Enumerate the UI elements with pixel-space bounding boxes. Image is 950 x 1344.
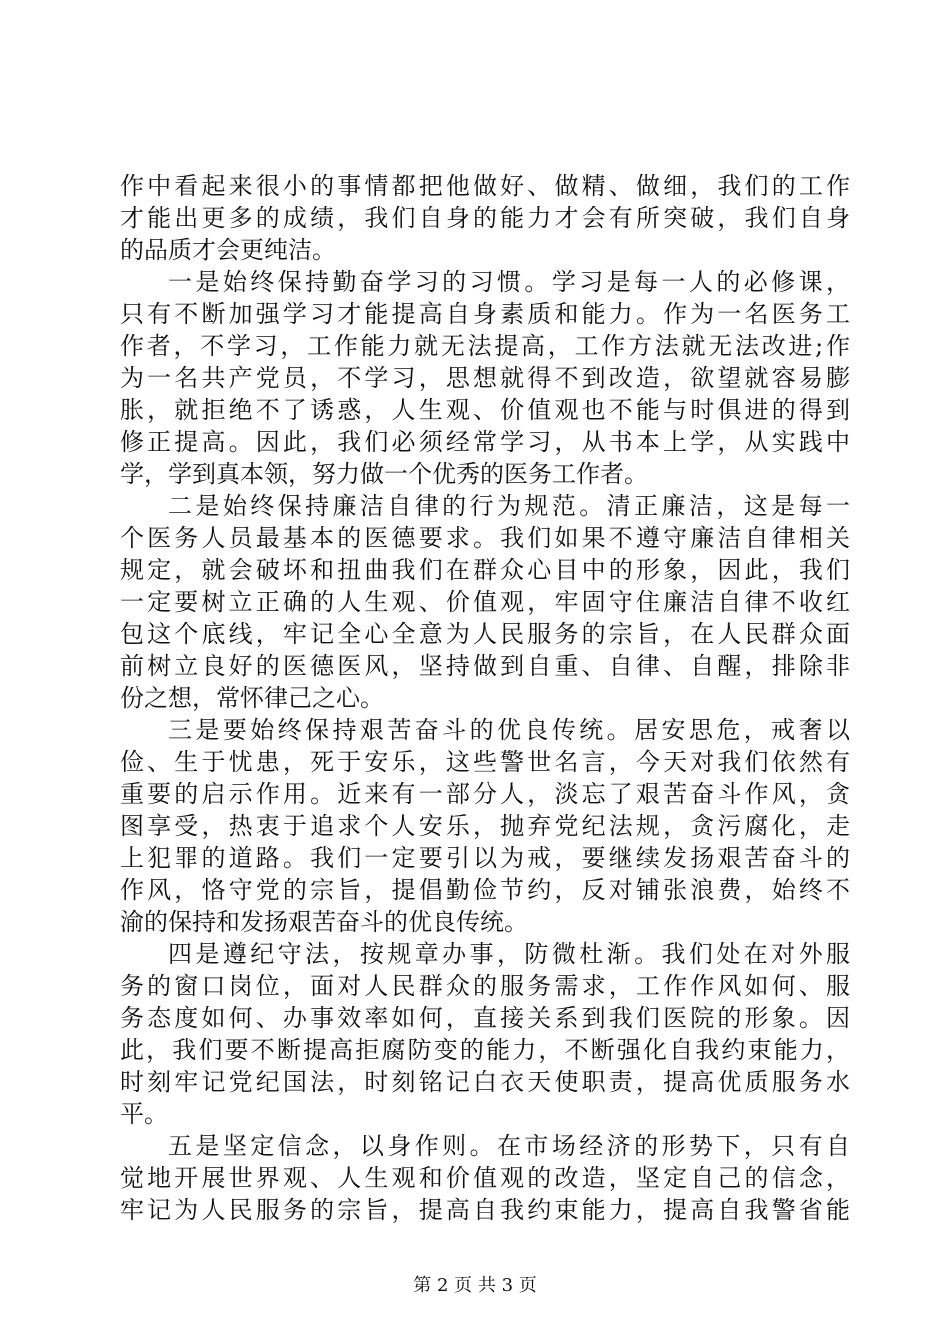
text-line: 平。 [120,1100,168,1128]
text-line: 个医务人员最基本的医德要求。我们如果不遵守廉洁自律相关 [120,524,850,552]
text-line: 为一名共产党员，不学习，思想就得不到改造，欲望就容易膨 [120,364,850,392]
text-line: 学，学到真本领，努力做一个优秀的医务工作者。 [120,460,648,488]
text-line: 胀，就拒绝不了诱惑，人生观、价值观也不能与时俱进的得到 [120,396,850,424]
text-line: 作风，恪守党的宗旨，提倡勤俭节约，反对铺张浪费，始终不 [120,876,850,904]
text-line: 觉地开展世界观、人生观和价值观的改造，坚定自己的信念， [120,1164,850,1192]
text-line: 作者，不学习，工作能力就无法提高，工作方法就无法改进;作 [120,332,850,360]
text-line: 务态度如何、办事效率如何，直接关系到我们医院的形象。因 [120,1004,850,1032]
text-line: 的品质才会更纯洁。 [120,236,336,264]
text-line: 五是坚定信念，以身作则。在市场经济的形势下，只有自 [168,1132,850,1160]
text-line: 一定要树立正确的人生观、价值观，牢固守住廉洁自律不收红 [120,588,850,616]
text-line: 只有不断加强学习才能提高自身素质和能力。作为一名医务工 [120,300,850,328]
document-body [120,170,850,1226]
text-line: 图享受，热衷于追求个人安乐，抛弃党纪法规，贪污腐化，走 [120,812,850,840]
text-line: 才能出更多的成绩，我们自身的能力才会有所突破，我们自身 [120,204,850,232]
text-line: 份之想，常怀律己之心。 [120,684,384,712]
text-line: 前树立良好的医德医风，坚持做到自重、自律、自醒，排除非 [120,652,850,680]
text-line: 重要的启示作用。近来有一部分人，淡忘了艰苦奋斗作风，贪 [120,780,850,808]
text-line: 二是始终保持廉洁自律的行为规范。清正廉洁，这是每一 [168,492,850,520]
text-line: 时刻牢记党纪国法，时刻铭记白衣天使职责，提高优质服务水 [120,1068,850,1096]
text-line: 修正提高。因此，我们必须经常学习，从书本上学，从实践中 [120,428,850,456]
text-line: 规定，就会破坏和扭曲我们在群众心目中的形象，因此，我们 [120,556,850,584]
text-line: 牢记为人民服务的宗旨，提高自我约束能力，提高自我警省能 [120,1196,850,1224]
text-line: 渝的保持和发扬艰苦奋斗的优良传统。 [120,908,528,936]
text-line: 俭、生于忧患，死于安乐，这些警世名言，今天对我们依然有 [120,748,850,776]
text-line: 包这个底线，牢记全心全意为人民服务的宗旨，在人民群众面 [120,620,850,648]
text-line: 务的窗口岗位，面对人民群众的服务需求，工作作风如何、服 [120,972,850,1000]
text-line: 三是要始终保持艰苦奋斗的优良传统。居安思危，戒奢以 [168,716,850,744]
text-line: 四是遵纪守法，按规章办事，防微杜渐。我们处在对外服 [168,940,850,968]
text-line: 一是始终保持勤奋学习的习惯。学习是每一人的必修课， [168,268,850,296]
page-footer: 第 2 页 共 3 页 [413,1275,537,1296]
text-line: 上犯罪的道路。我们一定要引以为戒，要继续发扬艰苦奋斗的 [120,844,850,872]
text-line: 作中看起来很小的事情都把他做好、做精、做细，我们的工作 [120,172,850,200]
text-line: 此，我们要不断提高拒腐防变的能力，不断强化自我约束能力， [120,1036,850,1064]
